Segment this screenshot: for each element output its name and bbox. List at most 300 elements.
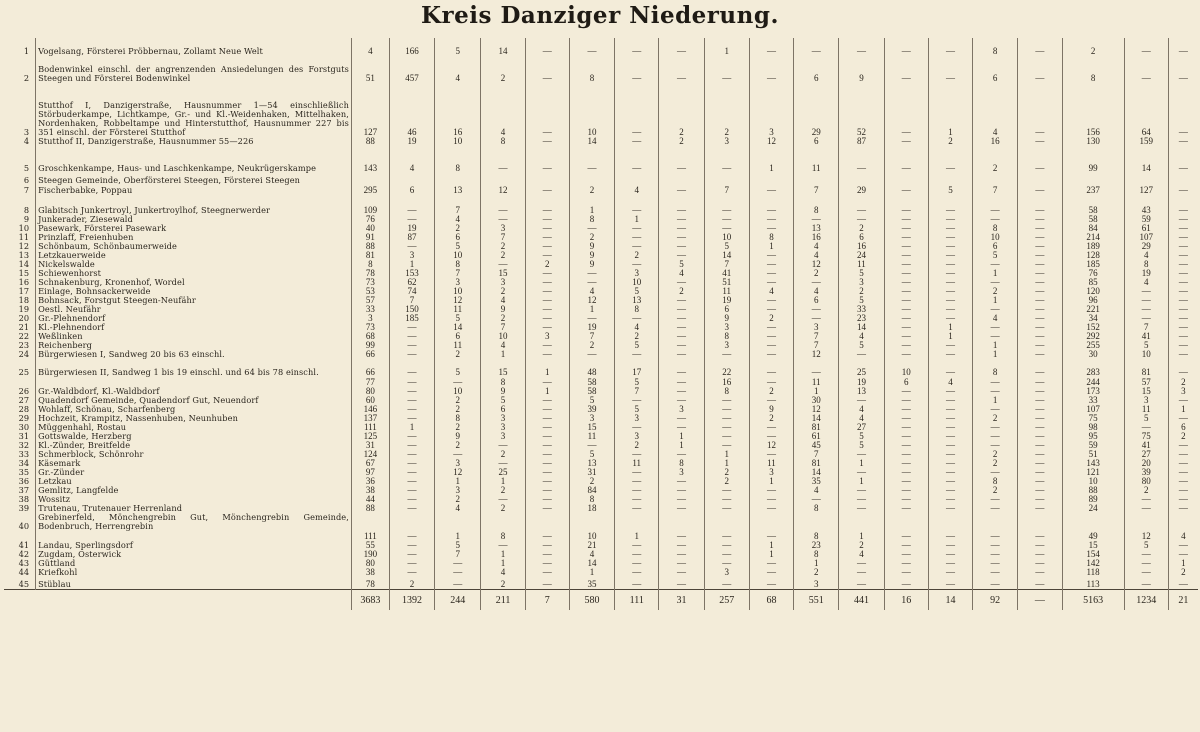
value-cell: — [884,224,928,233]
value-cell: — [839,396,884,405]
table-row [4,296,1198,305]
row-number: 26 [18,387,30,396]
value-cell: 3 [704,568,749,577]
value-cell: 2 [973,287,1018,296]
value-cell: 9 [749,405,793,414]
value-cell: — [928,146,972,173]
value-cell: — [884,432,928,441]
value-cell: — [1018,287,1062,296]
table-row [4,441,1198,450]
value-cell: 255 [1062,341,1124,350]
value-cell: 7 [569,332,614,341]
value-cell: — [1168,323,1198,332]
value-cell: 3 [839,278,884,287]
value-cell: — [928,233,972,242]
value-cell: 6 [794,137,839,146]
value-cell: 87 [839,137,884,146]
value-cell: — [525,146,569,173]
value-cell: 3 [659,468,704,477]
place-name: Gemlitz, Langfelde [36,486,352,495]
value-cell: — [615,233,659,242]
row-number: 10 [18,224,30,233]
value-cell: 10 [481,332,525,341]
value-cell: — [928,550,972,559]
row-number [4,531,36,541]
value-cell: — [569,38,614,56]
value-cell: — [928,468,972,477]
value-cell: 16 [839,242,884,251]
value-cell: 4 [481,296,525,305]
value-cell: 84 [1062,224,1124,233]
value-cell: — [659,387,704,396]
value-cell: 128 [1062,251,1124,260]
row-number: 8 [23,205,30,215]
value-cell: — [615,56,659,83]
value-cell: 75 [1124,432,1168,441]
value-cell: — [1018,278,1062,287]
totals-row [4,590,1198,611]
value-cell: 3 [435,486,481,495]
value-cell: — [1168,185,1198,195]
value-cell: 8 [615,305,659,314]
value-cell: — [928,242,972,251]
value-cell: 4 [389,146,434,173]
value-cell: 2 [435,495,481,504]
value-cell: 1 [794,559,839,568]
value-cell: 5 [659,260,704,269]
value-cell: — [1168,550,1198,559]
value-cell: — [569,314,614,323]
value-cell: 4 [839,332,884,341]
value-cell: — [884,414,928,423]
value-cell: — [884,531,928,541]
value-cell: — [1168,215,1198,224]
value-cell: — [1018,559,1062,568]
value-cell: — [1018,568,1062,577]
value-cell: — [884,504,928,513]
value-cell: — [525,450,569,459]
table-row [4,405,1198,414]
value-cell: — [615,350,659,359]
value-cell: 19 [569,323,614,332]
value-cell: 6 [973,56,1018,83]
value-cell: — [839,215,884,224]
value-cell: 1 [704,459,749,468]
table-row [4,495,1198,504]
value-cell: — [928,269,972,278]
value-cell: — [749,269,793,278]
value-cell: — [615,568,659,577]
value-cell: 1 [973,350,1018,359]
value-cell: 283 [1062,359,1124,377]
value-cell [1062,173,1124,185]
row-number: 27 [18,396,30,405]
value-cell: — [704,56,749,83]
value-cell: 8 [435,414,481,423]
value-cell: 5 [435,541,481,550]
table-row [4,195,1198,215]
value-cell: 2 [615,332,659,341]
value-cell: 95 [1062,432,1124,441]
value-cell: — [569,278,614,287]
value-cell: — [389,195,434,215]
value-cell: — [615,423,659,432]
value-cell: — [928,224,972,233]
value-cell: 4 [1168,531,1198,541]
value-cell: 10 [569,83,614,137]
value-cell: 2 [389,577,434,590]
value-cell: 12 [1124,531,1168,541]
value-cell: 91 [351,233,389,242]
value-cell: 29 [1124,242,1168,251]
value-cell: 1 [749,146,793,173]
value-cell: 6 [794,56,839,83]
value-cell: 156 [1062,83,1124,137]
value-cell [525,173,569,185]
value-cell: — [749,332,793,341]
place-name: Steegen Gemeinde, Oberförsterei Steegen, Försterei Steegen [36,173,352,185]
value-cell: — [749,568,793,577]
value-cell: 1 [973,269,1018,278]
value-cell: — [1124,287,1168,296]
value-cell: — [973,441,1018,450]
value-cell: 9 [839,56,884,83]
value-cell: 3 [1124,396,1168,405]
table-row [4,215,1198,224]
value-cell: 77 [351,377,389,387]
value-cell: 11 [615,459,659,468]
value-cell: 43 [1124,195,1168,215]
value-cell [569,513,614,531]
value-cell: — [659,541,704,550]
value-cell: 19 [704,296,749,305]
value-cell: 137 [351,414,389,423]
value-cell: 80 [351,387,389,396]
total-cell: 5163 [1062,590,1124,611]
value-cell: 3 [351,314,389,323]
value-cell: — [525,224,569,233]
value-cell: — [659,242,704,251]
value-cell: — [839,195,884,215]
value-cell: 7 [794,185,839,195]
value-cell: 66 [351,350,389,359]
place-name [36,377,352,387]
table-row [4,423,1198,432]
value-cell: — [659,450,704,459]
value-cell: — [1168,260,1198,269]
value-cell: — [794,495,839,504]
value-cell: 11 [1124,405,1168,414]
value-cell: 49 [1062,531,1124,541]
value-cell: — [973,323,1018,332]
total-cell: 1234 [1124,590,1168,611]
value-cell: — [1168,56,1198,83]
value-cell: — [1168,541,1198,550]
value-cell: 1 [973,341,1018,350]
value-cell: 1 [749,541,793,550]
value-cell: 12 [794,405,839,414]
place-name: Bürgerwiesen I, Sandweg 20 bis 63 einschl. [36,350,352,359]
total-cell: 1392 [389,590,434,611]
blank-cell [36,590,352,611]
value-cell: — [749,450,793,459]
value-cell: 7 [435,195,481,215]
value-cell: — [481,541,525,550]
value-cell: 127 [351,83,389,137]
value-cell: — [839,350,884,359]
value-cell: 7 [794,332,839,341]
place-name: Stutthof II, Danzigerstraße, Hausnummer 55—226 [36,137,352,146]
row-number: 7 [23,185,30,195]
value-cell: — [749,341,793,350]
value-cell: 5 [435,242,481,251]
value-cell: 18 [569,504,614,513]
value-cell: — [389,377,434,387]
value-cell: — [1124,314,1168,323]
value-cell: 1 [615,531,659,541]
value-cell: 6 [794,296,839,305]
value-cell: 7 [794,341,839,350]
value-cell: — [884,305,928,314]
value-cell: — [839,559,884,568]
value-cell: — [525,38,569,56]
total-cell: 21 [1168,590,1198,611]
value-cell: 4 [481,568,525,577]
value-cell: — [525,350,569,359]
value-cell: 1 [1168,559,1198,568]
table-row [4,173,1198,185]
value-cell: — [1124,56,1168,83]
value-cell: — [389,242,434,251]
value-cell: — [525,486,569,495]
value-cell [839,173,884,185]
value-cell [659,513,704,531]
value-cell: — [389,504,434,513]
value-cell: 4 [839,414,884,423]
value-cell: 10 [435,287,481,296]
value-cell: 35 [569,577,614,590]
value-cell: — [749,423,793,432]
value-cell: — [389,568,434,577]
table-row [4,359,1198,377]
value-cell: — [749,377,793,387]
value-cell: 143 [351,146,389,173]
value-cell: 2 [973,459,1018,468]
value-cell [1062,513,1124,531]
value-cell: — [928,459,972,468]
value-cell: — [973,559,1018,568]
value-cell: 173 [1062,387,1124,396]
value-cell: 2 [481,287,525,296]
value-cell: — [928,287,972,296]
value-cell: 10 [704,233,749,242]
value-cell: 2 [794,568,839,577]
value-cell: — [749,215,793,224]
value-cell: — [525,423,569,432]
value-cell: 2 [704,83,749,137]
value-cell: — [973,468,1018,477]
value-cell [749,173,793,185]
value-cell: — [1124,568,1168,577]
value-cell: — [659,296,704,305]
value-cell: 153 [389,269,434,278]
value-cell: 12 [435,296,481,305]
value-cell: 3 [704,341,749,350]
value-cell: — [839,146,884,173]
value-cell: 30 [794,396,839,405]
value-cell: 36 [351,477,389,486]
value-cell: 5 [435,38,481,56]
value-cell: — [1168,450,1198,459]
value-cell: 295 [351,185,389,195]
value-cell: 11 [794,146,839,173]
value-cell: 41 [1124,441,1168,450]
value-cell: — [389,477,434,486]
value-cell: — [525,56,569,83]
value-cell: — [928,195,972,215]
value-cell: 81 [351,251,389,260]
value-cell: 12 [749,441,793,450]
value-cell: 80 [1124,477,1168,486]
value-cell: 2 [481,314,525,323]
value-cell: 8 [973,224,1018,233]
value-cell: — [1018,577,1062,590]
value-cell: 67 [351,459,389,468]
value-cell: — [884,146,928,173]
value-cell: — [973,215,1018,224]
value-cell: — [928,278,972,287]
value-cell: 3 [481,278,525,287]
value-cell: — [973,332,1018,341]
value-cell: — [435,450,481,459]
value-cell: 2 [481,242,525,251]
value-cell: 2 [481,251,525,260]
value-cell: — [1018,450,1062,459]
value-cell: 2 [569,185,614,195]
place-name: Kriefkohl [36,568,352,577]
value-cell: 19 [389,224,434,233]
value-cell: — [839,468,884,477]
value-cell [351,513,389,531]
row-number: 2 [23,73,30,83]
value-cell: — [525,195,569,215]
value-cell: — [389,486,434,495]
value-cell: — [794,305,839,314]
value-cell: — [884,278,928,287]
value-cell: 109 [351,195,389,215]
value-cell: 76 [351,215,389,224]
value-cell: 3 [704,323,749,332]
value-cell: 4 [794,486,839,495]
value-cell: 1 [839,459,884,468]
value-cell: — [1168,195,1198,215]
value-cell: 45 [794,441,839,450]
place-name: Käsemark [36,459,352,468]
value-cell: — [389,341,434,350]
place-name: Schönbaum, Schönbaumerweide [36,242,352,251]
value-cell: — [615,224,659,233]
value-cell: 31 [569,468,614,477]
value-cell: — [659,305,704,314]
value-cell [794,173,839,185]
value-cell: — [884,287,928,296]
value-cell: 10 [884,359,928,377]
row-number: 3 [23,127,30,137]
value-cell: — [749,278,793,287]
row-number: 40 [18,521,30,531]
value-cell: 96 [1062,296,1124,305]
value-cell: 8 [569,215,614,224]
value-cell: 1 [839,477,884,486]
value-cell: 1 [525,359,569,377]
value-cell: — [704,432,749,441]
value-cell: 3 [749,468,793,477]
value-cell: — [884,332,928,341]
value-cell [389,173,434,185]
value-cell: 81 [794,459,839,468]
value-cell: 221 [1062,305,1124,314]
value-cell: 14 [481,38,525,56]
value-cell: 10 [569,531,614,541]
value-cell: — [1168,504,1198,513]
value-cell: — [749,260,793,269]
value-cell: 8 [1062,56,1124,83]
value-cell: — [525,495,569,504]
value-cell: — [569,350,614,359]
value-cell: — [659,531,704,541]
table-row [4,350,1198,359]
value-cell: 51 [351,56,389,83]
place-name: Letzkau [36,477,352,486]
value-cell: 8 [481,531,525,541]
value-cell: 2 [1168,377,1198,387]
value-cell: 2 [435,224,481,233]
value-cell: — [973,387,1018,396]
value-cell: 15 [1124,387,1168,396]
value-cell: 2 [839,224,884,233]
value-cell: — [481,495,525,504]
value-cell: — [1018,305,1062,314]
value-cell: 1 [389,423,434,432]
total-cell: 16 [884,590,928,611]
table-row [4,341,1198,350]
value-cell: 1 [1168,405,1198,414]
value-cell: 41 [704,269,749,278]
value-cell: 4 [973,314,1018,323]
total-cell: 580 [569,590,614,611]
value-cell: 8 [973,38,1018,56]
value-cell: 4 [481,341,525,350]
table-row [4,224,1198,233]
place-name: Bohnsack, Forstgut Steegen-Neufähr [36,296,352,305]
value-cell: 4 [794,287,839,296]
value-cell: — [749,224,793,233]
value-cell: — [525,559,569,568]
place-name: Gr.-Waldbdorf, Kl.-Waldbdorf [36,387,352,396]
value-cell: — [928,432,972,441]
value-cell: — [615,577,659,590]
value-cell: — [1018,269,1062,278]
value-cell: — [389,459,434,468]
value-cell [569,173,614,185]
value-cell [615,513,659,531]
value-cell: — [928,405,972,414]
value-cell: — [659,377,704,387]
row-number: 12 [18,242,30,251]
value-cell: — [615,541,659,550]
value-cell: 1 [928,332,972,341]
value-cell: 88 [351,137,389,146]
